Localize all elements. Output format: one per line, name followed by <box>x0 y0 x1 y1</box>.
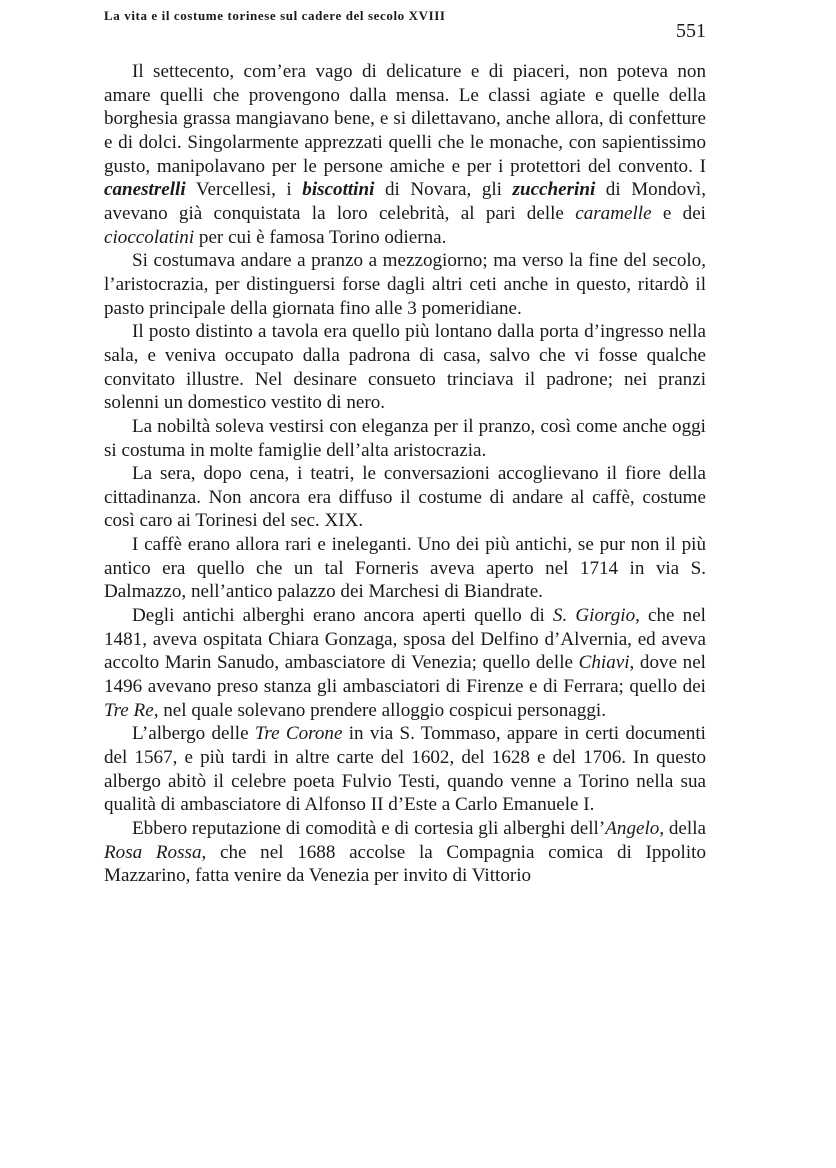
body-text <box>104 60 706 888</box>
paragraph-4 <box>104 415 706 462</box>
text-run: Ebbero reputazione di comodità e di cortesia gli alberghi dell’ <box>132 818 606 839</box>
paragraph-6 <box>104 533 706 604</box>
emphasized-term: Chiavi <box>578 652 630 674</box>
text-run: L’albergo delle <box>132 723 255 745</box>
paragraph-8 <box>104 722 706 817</box>
text-run: in via S. Tommaso, appare in certi documenti del 1567, e più tardi in altre carte del 1602, del 1628 e del 1706. In questo albergo abitò il celebre poeta Fulvio Testi, quando venne a Torino nella sua qualità di ambasciatore di Alfonso II d’Este a Carlo Emanuele I. <box>104 723 706 816</box>
page-number: 551 <box>676 20 706 42</box>
text-run: , che nel 1481, aveva ospitata Chiara Gonzaga, sposa del Delfino d’Alvernia, ed aveva accolto Marin Sanudo, ambasciatore di Venezia; quello delle <box>104 605 706 674</box>
text-run: , della <box>659 818 706 839</box>
text-run: e dei <box>651 202 706 224</box>
emphasized-term: caramelle <box>575 202 652 224</box>
text-run: Degli antichi alberghi erano ancora aperti quello di <box>132 605 553 627</box>
text-run: Si costumava andare a pranzo a mezzogiorno; ma verso la fine del secolo, l’aristocrazia, per distinguersi forse dagli altri ceti anche in questo, ritardò il pasto principale della giornata fino alle 3 pomeridiane. <box>104 250 706 319</box>
text-run: Vercellesi, i <box>185 179 303 201</box>
emphasized-term: Angelo <box>605 818 660 839</box>
text-run: I caffè erano allora rari e ineleganti. Uno dei più antichi, se pur non il più antico era quello che un tal Forneris aveva aperto nel 1714 in via S. Dalmazzo, nell’antico palazzo dei Marchesi di Biandrate. <box>104 534 706 603</box>
emphasized-term: S. Giorgio <box>552 605 636 627</box>
emphasized-term: zuccherini <box>512 179 596 201</box>
emphasized-term: Tre Corone <box>254 723 343 745</box>
emphasized-term: Rosa Rossa <box>104 841 202 863</box>
paragraph-5 <box>104 462 706 533</box>
paragraph-7 <box>104 604 706 722</box>
paragraph-9 <box>104 817 706 888</box>
emphasized-term: Tre Re <box>104 699 154 721</box>
text-run: , nel quale solevano prendere alloggio cospicui personaggi. <box>153 699 606 721</box>
text-run: La sera, dopo cena, i teatri, le conversazioni accoglievano il fiore della cittadinanza. Non ancora era diffuso il costume di andare al caffè, costume così caro ai Torinesi del sec. XIX. <box>104 463 706 532</box>
text-run: Il settecento, com’era vago di delicature e di piaceri, non poteva non amare quelli che provengono dalla mensa. Le classi agiate e quelle della borghesia grassa mangiavano bene, e si dilettavano, anche allora, di confetture e di dolci. Singolarmente apprezzati quelli che le monache, con sapientissimo gusto, manipolavano per le persone amiche e per i protettori del convento. I <box>104 61 706 177</box>
emphasized-term: cioccolatini <box>104 226 195 248</box>
text-run: , dove nel 1496 avevano preso stanza gli ambasciatori di Firenze e di Ferrara; quello dei <box>104 652 706 698</box>
text-run: di Mondovì, avevano già conquistata la loro celebrità, al pari delle <box>104 179 706 224</box>
text-run: Il posto distinto a tavola era quello più lontano dalla porta d’ingresso nella sala, e veniva occupato dalla padrona di casa, salvo che vi fosse qualche convitato illustre. Nel desinare consueto trinciava il padrone; nei pranzi solenni un domestico vestito di nero. <box>104 321 706 414</box>
text-run: La nobiltà soleva vestirsi con eleganza per il pranzo, così come anche oggi si costuma in molte famiglie dell’alta aristocrazia. <box>104 415 706 461</box>
emphasized-term: canestrelli <box>104 179 186 201</box>
emphasized-term: biscottini <box>302 179 375 201</box>
paragraph-1 <box>104 60 706 249</box>
paragraph-3 <box>104 320 706 415</box>
paragraph-2 <box>104 249 706 320</box>
text-run: per cui è famosa Torino odierna. <box>194 226 447 248</box>
text-run: di Novara, gli <box>374 179 513 201</box>
running-title: La vita e il costume torinese sul cadere del secolo XVIII <box>104 8 446 23</box>
text-run: , che nel 1688 accolse la Compagnia comica di Ippolito Mazzarino, fatta venire da Venezia per invito di Vittorio <box>104 841 706 887</box>
